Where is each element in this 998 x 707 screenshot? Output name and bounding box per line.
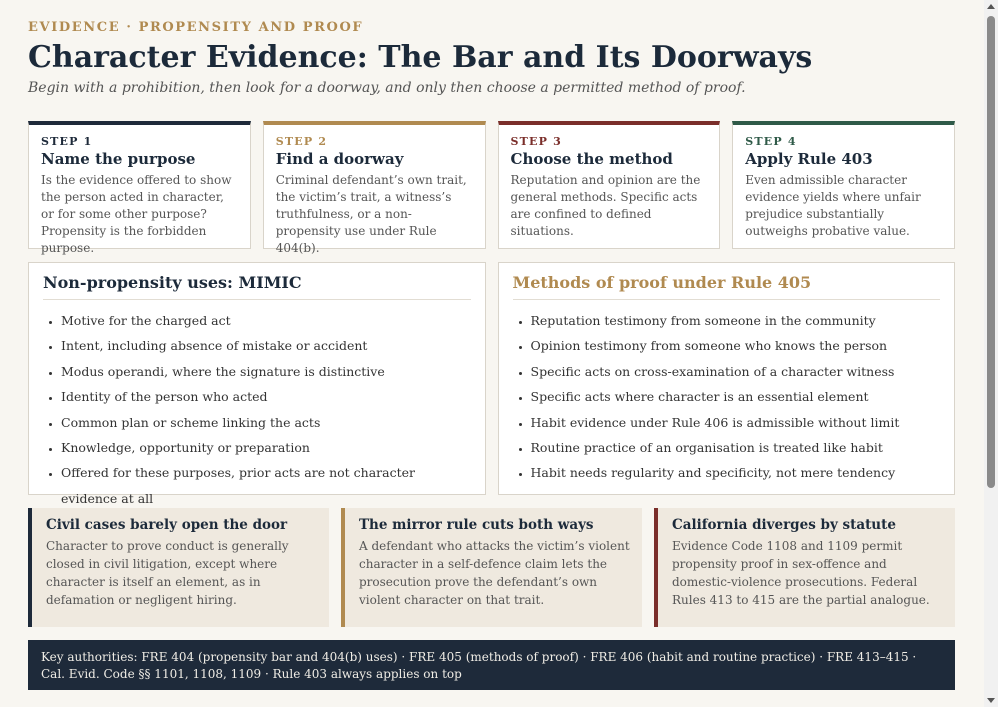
- key-authorities-footer: Key authorities: FRE 404 (propensity bar and 404(b) uses) · FRE 405 (methods of proof) · FRE 406 (habit and routine practice) · FRE 413–415 · Cal. Evid. Code §§ 1101, 1108, 1109 · Rule 403 always applies on top: [28, 640, 955, 690]
- step-title: Find a doorway: [275, 150, 404, 168]
- list-item: • Common plan or scheme linking the acts: [61, 410, 471, 435]
- list-item: • Specific acts on cross-examination of a character witness: [531, 359, 941, 384]
- step-body: Even admissible character evidence yields where unfair prejudice substantially outweighs probative value.: [745, 173, 921, 238]
- lists-row: [28, 262, 955, 506]
- list-item: • Opinion testimony from someone who knows the person: [531, 333, 941, 358]
- step-number: STEP 3: [510, 135, 562, 148]
- list-item: • Motive for the charged act: [61, 308, 471, 333]
- step-number: STEP 4: [745, 135, 797, 148]
- page: [28, 0, 955, 690]
- note-card-california: [654, 508, 955, 627]
- note-body: A defendant who attacks the victim’s violent character in a self-defence claim lets the prosecution prove the defendant’s own violent character on that trait.: [359, 539, 630, 607]
- step-number: STEP 1: [41, 135, 93, 148]
- eyebrow: EVIDENCE · PROPENSITY AND PROOF: [28, 20, 364, 35]
- step-body: Is the evidence offered to show the person acted in character, or for some other purpose? Propensity is the forbidden purpose.: [41, 173, 232, 255]
- step-number: STEP 2: [275, 135, 328, 148]
- methods-panel-title: Methods of proof under Rule 405: [513, 273, 941, 300]
- step-card-1: [28, 121, 251, 255]
- mimic-list: [43, 308, 471, 511]
- note-title: Civil cases barely open the door: [46, 517, 288, 533]
- step-card-3: [498, 121, 721, 249]
- list-item: • Knowledge, opportunity or preparation: [61, 435, 471, 460]
- list-item: • Habit needs regularity and specificity, not mere tendency: [531, 460, 941, 485]
- methods-list: [513, 308, 941, 486]
- list-item: • Specific acts where character is an essential element: [531, 384, 941, 409]
- list-item: • Routine practice of an organisation is treated like habit: [531, 435, 941, 460]
- list-item: • Reputation testimony from someone in the community: [531, 308, 941, 333]
- step-card-4: [732, 121, 955, 249]
- mimic-panel-title: Non-propensity uses: MIMIC: [43, 273, 471, 300]
- steps-row: [28, 121, 955, 255]
- list-item: • Intent, including absence of mistake or accident: [61, 333, 471, 358]
- note-card-civil: [28, 508, 329, 627]
- list-item: • Habit evidence under Rule 406 is admissible without limit: [531, 410, 941, 435]
- step-body: Criminal defendant’s own trait, the victim’s trait, a witness’s truthfulness, or a non-propensity use under Rule 404(b).: [275, 173, 467, 255]
- note-body: Character to prove conduct is generally closed in civil litigation, except where character is itself an element, as in defamation or negligent hiring.: [46, 539, 289, 607]
- scroll-up-arrow-icon[interactable]: [987, 4, 995, 9]
- scrollbar-thumb[interactable]: [987, 16, 995, 488]
- step-title: Apply Rule 403: [745, 150, 873, 168]
- list-item: • Offered for these purposes, prior acts are not character evidence at all: [61, 460, 471, 511]
- notes-row: [28, 508, 955, 627]
- scroll-down-arrow-icon[interactable]: [987, 698, 995, 703]
- page-subtitle: Begin with a prohibition, then look for a doorway, and only then choose a permitted method of proof.: [28, 80, 746, 96]
- methods-panel: [498, 262, 956, 495]
- step-title: Choose the method: [510, 150, 673, 168]
- note-body: Evidence Code 1108 and 1109 permit propensity proof in sex-offence and domestic-violence prosecutions. Federal Rules 413 to 415 are the partial analogue.: [672, 539, 930, 607]
- note-card-mirror: [341, 508, 642, 627]
- list-item: • Modus operandi, where the signature is distinctive: [61, 359, 471, 384]
- step-card-2: [263, 121, 486, 255]
- note-title: The mirror rule cuts both ways: [359, 517, 594, 533]
- list-item: • Identity of the person who acted: [61, 384, 471, 409]
- vertical-scrollbar[interactable]: [984, 0, 998, 707]
- mimic-panel: [28, 262, 486, 506]
- step-body: Reputation and opinion are the general methods. Specific acts are confined to defined situations.: [510, 173, 701, 238]
- step-title: Name the purpose: [41, 150, 196, 168]
- note-title: California diverges by statute: [672, 517, 896, 533]
- page-title: Character Evidence: The Bar and Its Doorways: [28, 40, 813, 75]
